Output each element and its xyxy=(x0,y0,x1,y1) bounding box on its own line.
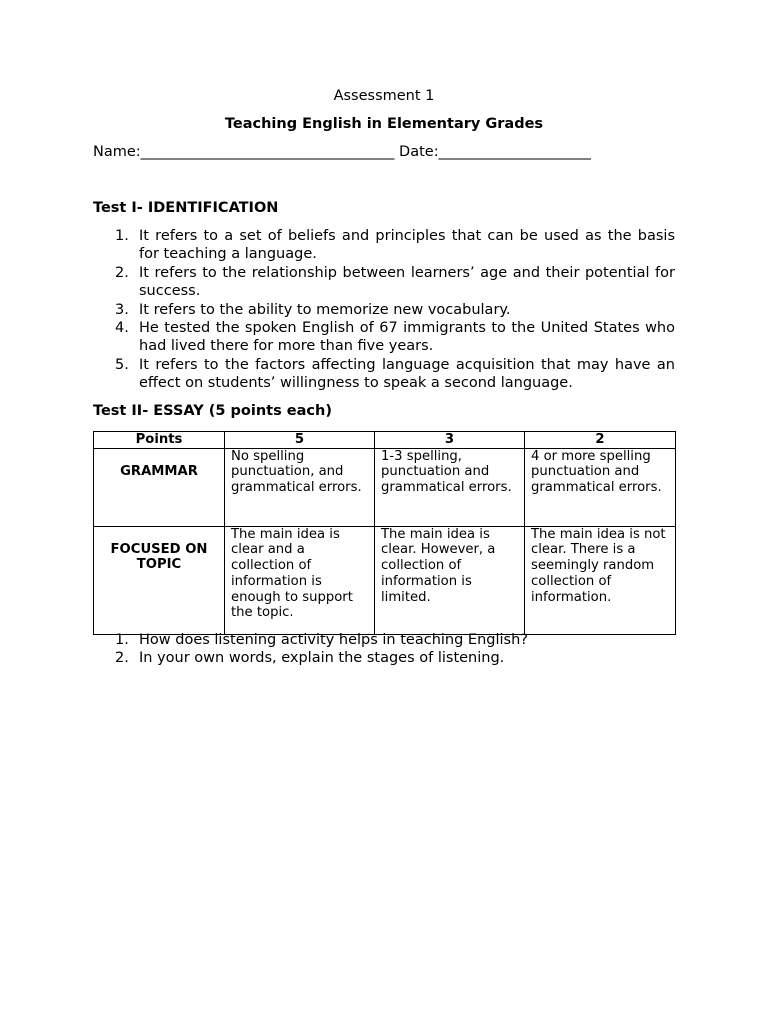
item-text: It refers to the ability to memorize new vocabulary. xyxy=(139,301,511,318)
item-number: 3. xyxy=(115,301,129,318)
list-item xyxy=(93,227,675,264)
header-cell-2: 2 xyxy=(525,432,676,449)
item-text: It refers to the relationship between learners’ age and their potential for success. xyxy=(139,264,675,300)
table-cell: 1-3 spelling, punctuation and grammatical errors. xyxy=(375,448,525,526)
table-cell: The main idea is clear. However, a collection of information is limited. xyxy=(375,526,525,634)
table-cell: The main idea is not clear. There is a seemingly random collection of information. xyxy=(525,526,676,634)
document-title: Teaching English in Elementary Grades xyxy=(224,116,544,132)
list-item xyxy=(93,649,675,667)
item-number: 2. xyxy=(115,650,129,667)
header-cell-5: 5 xyxy=(225,432,375,449)
table-row xyxy=(94,526,676,634)
list-item xyxy=(93,264,675,301)
header-cell-points: Points xyxy=(94,432,225,449)
list-item xyxy=(93,631,675,649)
table-cell: No spelling punctuation, and grammatical errors. xyxy=(225,448,375,526)
table-cell: 4 or more spelling punctuation and grammatical errors. xyxy=(525,448,676,526)
item-number: 1. xyxy=(115,228,129,244)
name-label: Name: xyxy=(93,144,141,160)
list-item xyxy=(93,301,675,319)
name-blank: ___________________________________ xyxy=(140,144,395,160)
list-item xyxy=(93,356,675,393)
name-date-line xyxy=(93,143,591,161)
essay-question-list xyxy=(93,631,675,668)
item-number: 1. xyxy=(115,632,129,648)
table-row xyxy=(94,448,676,526)
test1-heading: Test I- IDENTIFICATION xyxy=(93,200,279,216)
header-cell-3: 3 xyxy=(375,432,525,449)
item-text: It refers to a set of beliefs and principles that can be used as the basis for teaching a language. xyxy=(139,228,675,263)
date-label: Date: xyxy=(399,144,439,160)
rubric-table xyxy=(93,431,676,635)
item-text: In your own words, explain the stages of listening. xyxy=(139,650,505,667)
test2-heading: Test II- ESSAY (5 points each) xyxy=(93,403,332,419)
item-number: 5. xyxy=(115,356,129,373)
assessment-label: Assessment 1 xyxy=(333,88,435,104)
identification-list xyxy=(93,227,675,393)
item-text: He tested the spoken English of 67 immigrants to the United States who had lived there for more than five years. xyxy=(139,320,675,355)
criterion-cell: GRAMMAR xyxy=(94,448,225,526)
list-item xyxy=(93,319,675,356)
date-blank: _____________________ xyxy=(438,144,591,160)
item-text: How does listening activity helps in teaching English? xyxy=(139,632,528,648)
item-number: 2. xyxy=(115,264,129,281)
item-text: It refers to the factors affecting language acquisition that may have an effect on students’ willingness to speak a second language. xyxy=(139,356,675,392)
table-header-row xyxy=(94,432,676,449)
criterion-cell: FOCUSED ON TOPIC xyxy=(94,526,225,634)
table-cell: The main idea is clear and a collection of information is enough to support the topic. xyxy=(225,526,375,634)
item-number: 4. xyxy=(115,320,129,337)
